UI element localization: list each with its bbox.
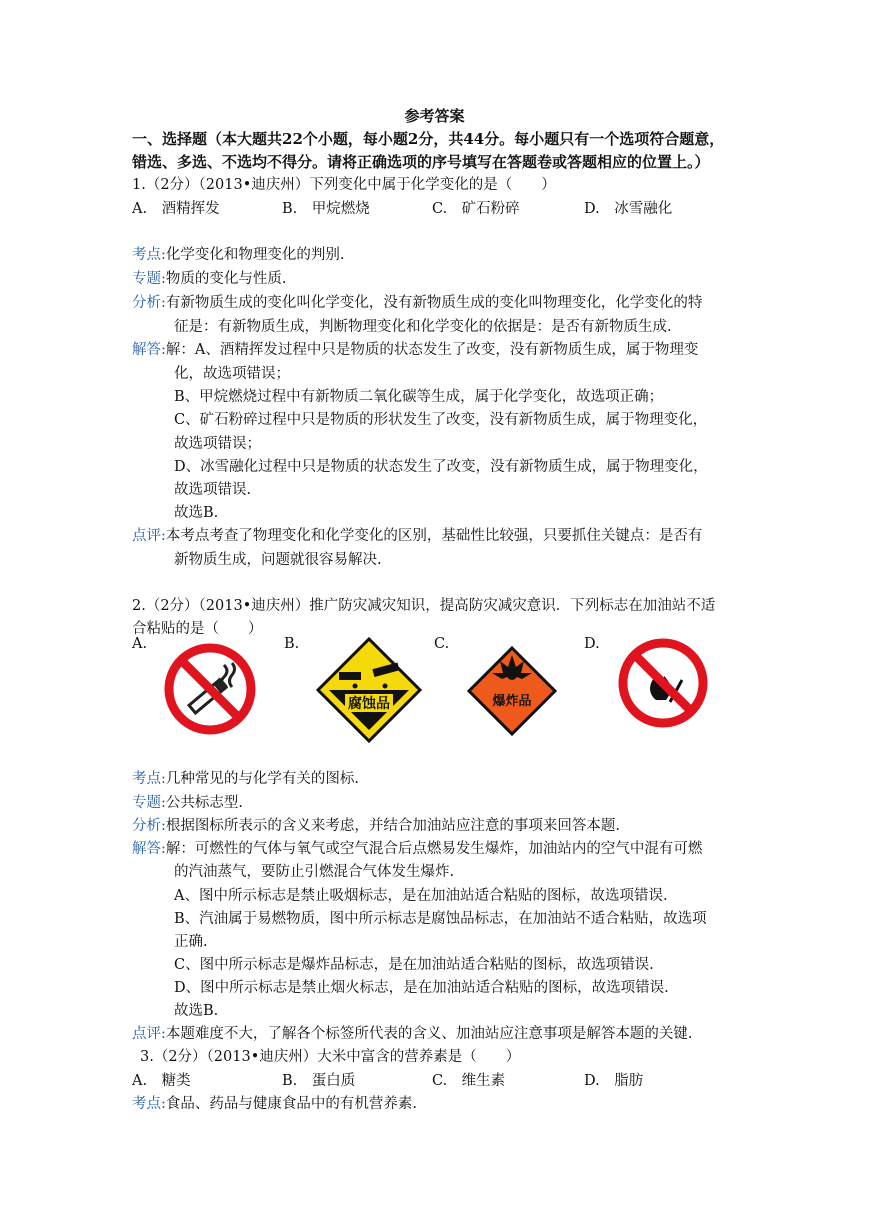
q1-jieda-text-5: 故选项错误； bbox=[174, 436, 261, 452]
q2-stem-1: 2.（2分）（2013•迪庆州）推广防灾减灾知识，提高防灾减灾意识．下列标志在加油站不适 bbox=[132, 598, 716, 614]
q1-stem: 1.（2分）（2013•迪庆州）下列变化中属于化学变化的是（ ） bbox=[132, 177, 556, 193]
q1-options bbox=[132, 198, 672, 220]
q1-fenxi-text-2: 征是：有新物质生成，判断物理变化和化学变化的依据是：是否有新物质生成. bbox=[174, 319, 672, 335]
q1-option-d: D. 冰雪融化 bbox=[584, 201, 673, 217]
q2-option-b-letter: B. bbox=[284, 636, 300, 652]
explosive-sign-text: 爆炸品 bbox=[492, 694, 532, 709]
q2-zhuanti bbox=[132, 792, 243, 814]
zhuanti-label: 专题: bbox=[132, 795, 166, 811]
q1-jieda-text-1: 解：A、酒精挥发过程中只是物质的状态发生了改变，没有新物质生成，属于物理变 bbox=[165, 342, 699, 358]
kaodian-label: 考点: bbox=[132, 247, 166, 263]
q2-jieda bbox=[132, 838, 702, 860]
q2-jieda-text-1: 解：可燃性的气体与氧气或空气混合后点燃易发生爆炸，加油站内的空气中混有可燃 bbox=[165, 841, 703, 857]
q1-option-c: C. 矿石粉碎 bbox=[432, 201, 520, 217]
q1-zhuanti bbox=[132, 268, 287, 290]
q1-dianping bbox=[132, 525, 702, 547]
q1-zhuanti-text: 物质的变化与性质. bbox=[165, 271, 287, 287]
q1-jieda-text-4: C、矿石粉碎过程中只是物质的形状发生了改变，没有新物质生成，属于物理变化， bbox=[174, 412, 708, 428]
q2-jieda-text-3: A、图中所示标志是禁止吸烟标志，是在加油站适合粘贴的图标，故选项错误. bbox=[174, 888, 668, 904]
jieda-label: 解答: bbox=[132, 342, 166, 358]
q3-kaodian bbox=[132, 1093, 417, 1115]
q2-jieda-text-6: C、图中所示标志是爆炸品标志，是在加油站适合粘贴的图标，故选项错误. bbox=[174, 957, 654, 973]
q1-fenxi-text-1: 有新物质生成的变化叫化学变化，没有新物质生成的变化叫物理变化，化学变化的特 bbox=[165, 295, 703, 311]
q2-option-c-letter: C. bbox=[434, 636, 450, 652]
q1-jieda-text-8: 故选B. bbox=[174, 505, 219, 521]
explosive-sign-icon bbox=[466, 645, 558, 737]
corrosive-sign-icon bbox=[315, 636, 423, 744]
zhuanti-label: 专题: bbox=[132, 271, 166, 287]
q2-jieda-text-8: 故选B. bbox=[174, 1003, 219, 1019]
q3-option-d: D. 脂肪 bbox=[584, 1073, 644, 1089]
q1-fenxi bbox=[132, 292, 702, 314]
corrosive-sign-text: 腐蚀品 bbox=[348, 696, 390, 712]
q1-jieda bbox=[132, 339, 698, 361]
page-title: 参考答案 bbox=[404, 107, 465, 125]
section-heading-line2: 错选、多选、不选均不得分。请将正确选项的序号填写在答题卷或答题相应的位置上。） bbox=[132, 153, 710, 171]
jieda-label: 解答: bbox=[132, 841, 166, 857]
kaodian-label: 考点: bbox=[132, 771, 166, 787]
q2-jieda-text-2: 的汽油蒸气，要防止引燃混合气体发生爆炸. bbox=[174, 864, 455, 880]
no-smoking-sign-icon bbox=[162, 641, 258, 737]
q2-dianping-text: 本题难度不大，了解各个标签所代表的含义、加油站应注意事项是解答本题的关键. bbox=[165, 1026, 693, 1042]
q2-jieda-text-7: D、图中所示标志是禁止烟火标志，是在加油站适合粘贴的图标，故选项错误. bbox=[174, 980, 669, 996]
fenxi-label: 分析: bbox=[132, 295, 166, 311]
q3-kaodian-text: 食品、药品与健康食品中的有机营养素. bbox=[165, 1096, 417, 1112]
q1-kaodian-text: 化学变化和物理变化的判别. bbox=[165, 247, 345, 263]
fenxi-label: 分析: bbox=[132, 818, 166, 834]
q3-stem: 3.（2分）（2013•迪庆州）大米中富含的营养素是（ ） bbox=[140, 1049, 521, 1065]
q2-kaodian-text: 几种常见的与化学有关的图标. bbox=[165, 771, 359, 787]
q1-option-a: A. 酒精挥发 bbox=[132, 201, 220, 217]
q3-option-b: B. 蛋白质 bbox=[282, 1073, 356, 1089]
q1-kaodian bbox=[132, 244, 345, 266]
q2-option-a-letter: A. bbox=[132, 636, 148, 652]
q2-option-d-letter: D. bbox=[584, 636, 600, 652]
q2-jieda-text-5: 正确. bbox=[174, 934, 208, 950]
q3-options bbox=[132, 1070, 643, 1092]
dianping-label: 点评: bbox=[132, 1026, 166, 1042]
q3-option-c: C. 维生素 bbox=[432, 1073, 506, 1089]
q2-fenxi-text: 根据图标所表示的含义来考虑，并结合加油站应注意的事项来回答本题. bbox=[165, 818, 620, 834]
kaodian-label: 考点: bbox=[132, 1096, 166, 1112]
q2-fenxi bbox=[132, 815, 620, 837]
section-heading-line1: 一、选择题（本大题共22个小题，每小题2分，共44分。每小题只有一个选项符合题意， bbox=[132, 130, 725, 148]
q2-zhuanti-text: 公共标志型. bbox=[165, 795, 243, 811]
dianping-label: 点评: bbox=[132, 528, 166, 544]
q3-option-a: A. 糖类 bbox=[132, 1073, 191, 1089]
q1-jieda-text-7: 故选项错误. bbox=[174, 482, 252, 498]
no-fire-sign-icon bbox=[616, 636, 710, 730]
q1-jieda-text-2: 化，故选项错误； bbox=[174, 366, 290, 382]
q1-dianping-text-1: 本考点考查了物理变化和化学变化的区别，基础性比较强，只要抓住关键点：是否有 bbox=[165, 528, 703, 544]
q1-option-b: B. 甲烷燃烧 bbox=[282, 201, 370, 217]
q2-jieda-text-4: B、汽油属于易燃物质，图中所示标志是腐蚀品标志，在加油站不适合粘贴，故选项 bbox=[174, 911, 707, 927]
q1-jieda-text-3: B、甲烷燃烧过程中有新物质二氧化碳等生成，属于化学变化，故选项正确； bbox=[174, 389, 664, 405]
q2-stem-2: 合粘贴的是（ ） bbox=[132, 621, 263, 637]
q2-dianping bbox=[132, 1023, 693, 1045]
q2-kaodian bbox=[132, 768, 359, 790]
q1-jieda-text-6: D、冰雪融化过程中只是物质的状态发生了改变，没有新物质生成，属于物理变化， bbox=[174, 459, 708, 475]
q1-dianping-text-2: 新物质生成，问题就很容易解决. bbox=[174, 552, 382, 568]
